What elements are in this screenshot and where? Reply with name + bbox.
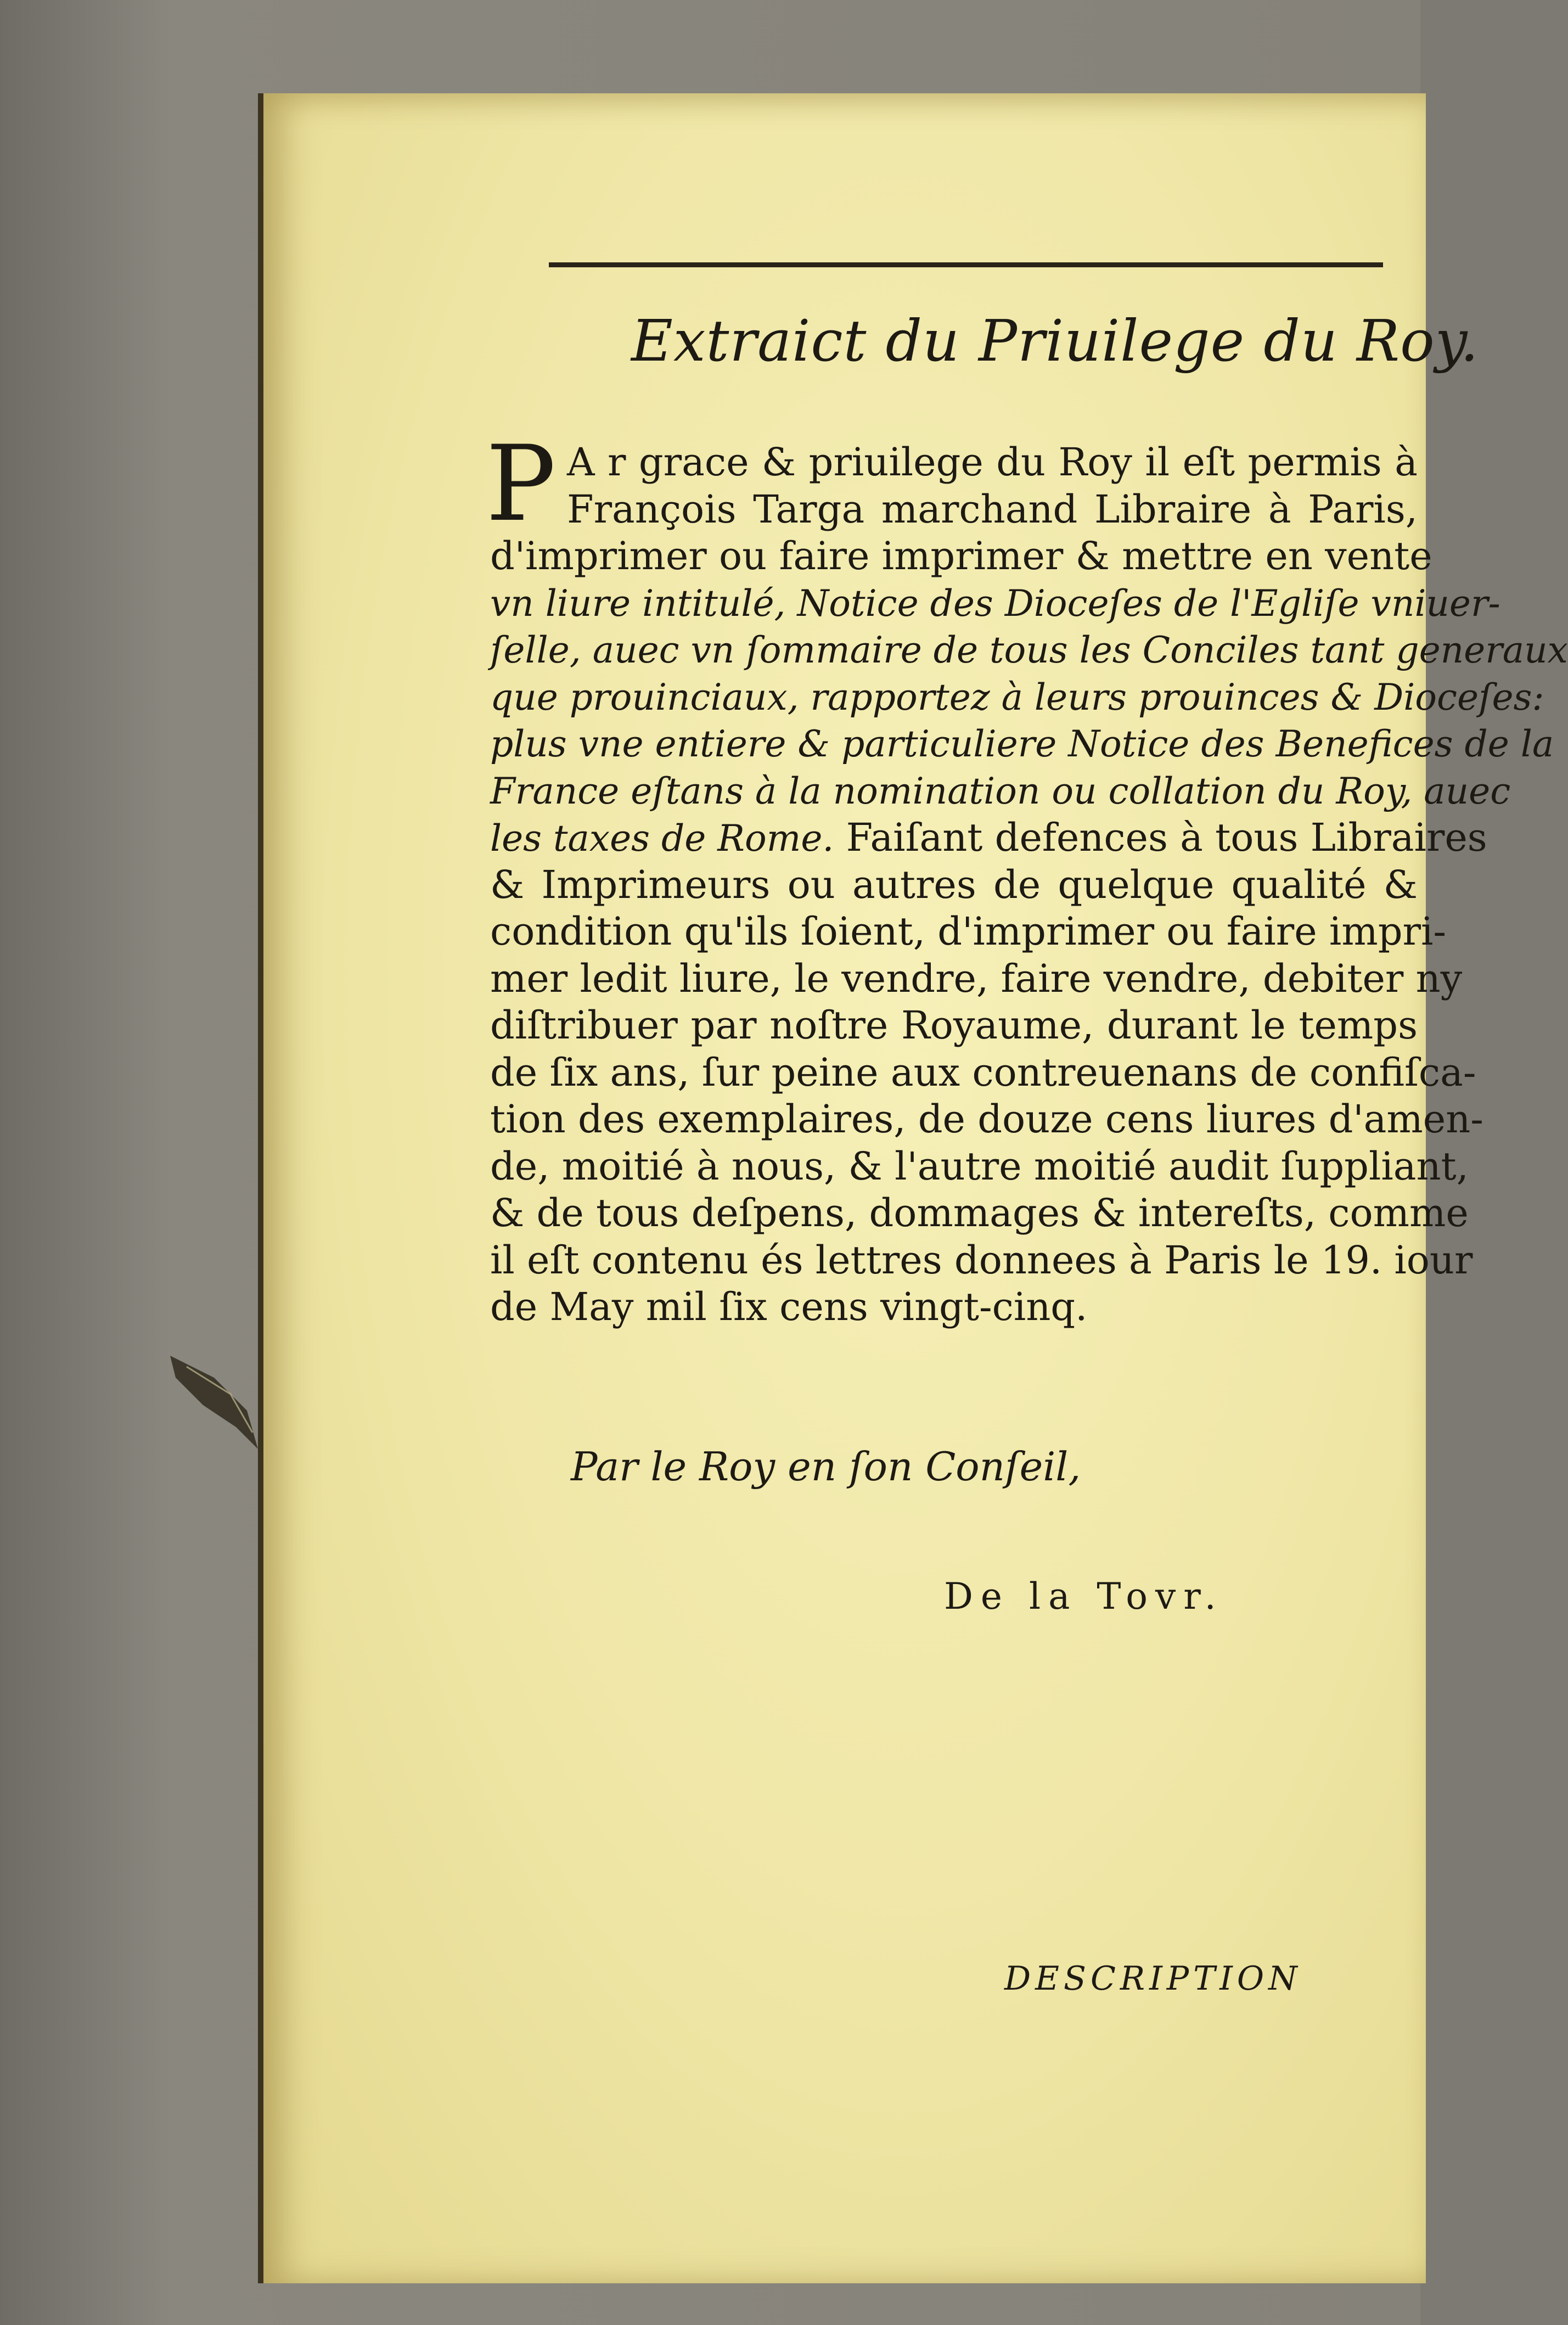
text-line-15: tion des exemplaires, de douze cens liures d'amen- [490, 1097, 1483, 1142]
text-line-1-content: A r grace & priuilege du Roy il eſt permis à [567, 440, 1418, 485]
text-line-17: & de tous deſpens, dommages & intereſts, comme [490, 1190, 1469, 1235]
text-line-18: il eſt contenu és lettres donnees à Paris le 19. iour [490, 1237, 1473, 1283]
text-line-10: & Imprimeurs ou autres de quelque qualité & [490, 862, 1418, 907]
text-line-9-italic: les taxes de Rome. [490, 817, 834, 860]
torn-page-edge [165, 1345, 263, 1454]
text-line-7: plus vne entiere & particuliere Notice des Benefices de la [490, 723, 1554, 765]
text-line-12: mer ledit liure, le vendre, faire vendre, debiter ny [490, 956, 1463, 1001]
catchword: DESCRIPTION [1004, 1959, 1302, 1998]
page-heading: Extraict du Priuilege du Roy. [631, 307, 1479, 374]
signed-by-line: Par le Roy en ſon Conſeil, [571, 1444, 1081, 1490]
text-line-9-roman: Faiſant defences à tous Libraires [846, 815, 1487, 860]
header-rule [549, 262, 1383, 267]
drop-cap: P [486, 423, 556, 544]
privilege-text [486, 423, 1568, 1331]
text-line-11: condition qu'ils ſoient, d'imprimer ou faire impri- [490, 909, 1447, 954]
text-line-8: France eſtans à la nomination ou collation du Roy, auec [490, 770, 1511, 812]
text-line-6: que prouinciaux, rapportez à leurs prouinces & Dioceſes: [490, 676, 1544, 718]
text-line-9 [490, 815, 1487, 862]
text-line-2: François Targa marchand Libraire à Paris, [567, 486, 1418, 532]
text-line-3: d'imprimer ou faire imprimer & mettre en vente [490, 533, 1432, 579]
text-line-5: ſelle, auec vn ſommaire de tous les Conciles tant generaux [490, 629, 1568, 671]
signature: De la Tovr. [944, 1575, 1224, 1618]
text-line-4: vn liure intitulé, Notice des Dioceſes de l'Egliſe vniuer- [490, 582, 1500, 625]
text-line-13: diſtribuer par noſtre Royaume, durant le temps [490, 1003, 1418, 1048]
text-line-16: de, moitié à nous, & l'autre moitié audit ſuppliant, [490, 1143, 1469, 1189]
text-line-14: de ſix ans, ſur peine aux contreuenans de confiſca- [490, 1049, 1476, 1095]
text-line-19: de May mil ſix cens vingt-cinq. [490, 1284, 1088, 1329]
